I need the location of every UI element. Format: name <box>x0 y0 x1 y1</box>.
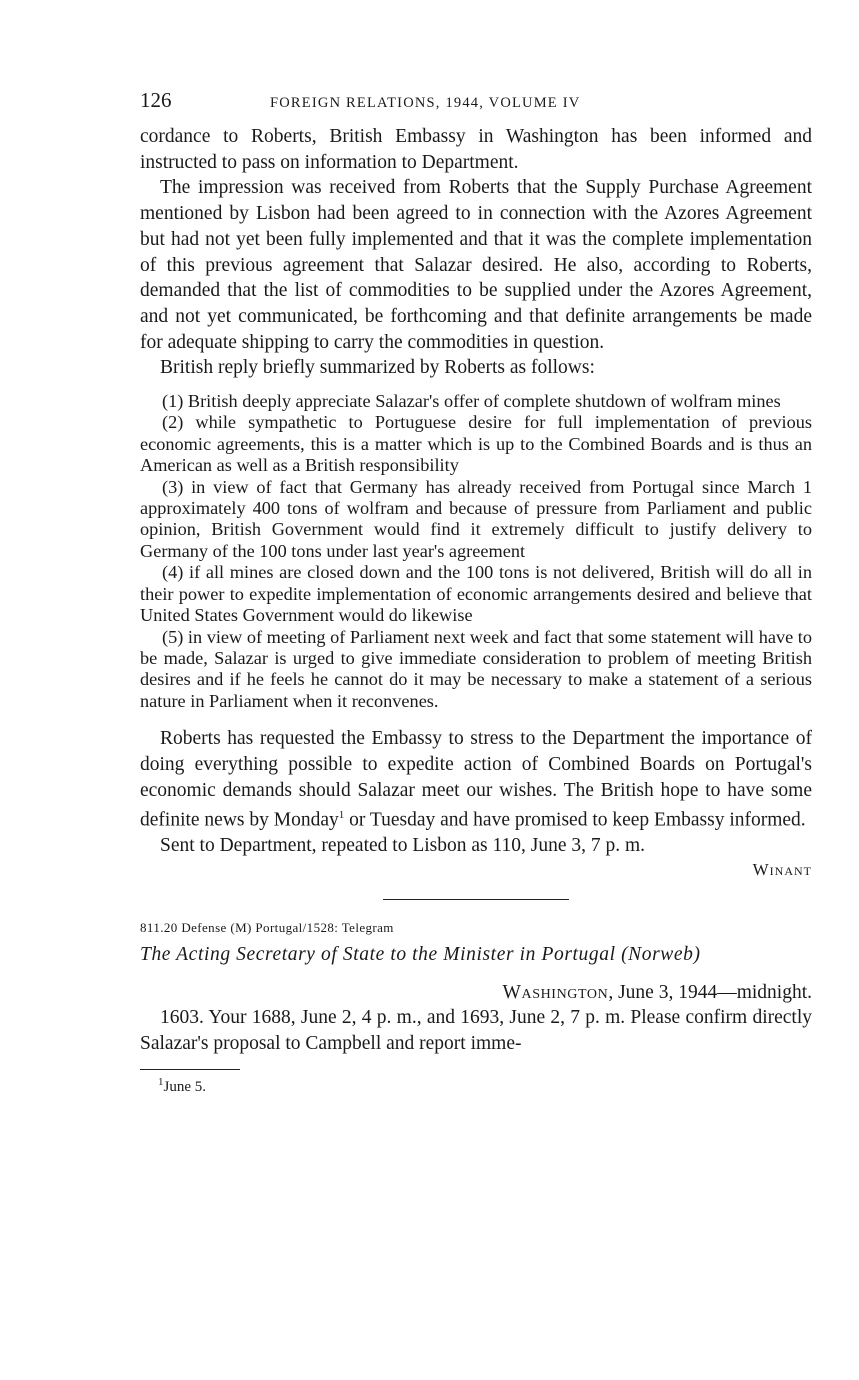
file-number: 811.20 Defense (M) Portugal/1528: Telegram <box>140 920 394 936</box>
document-page <box>140 88 812 1096</box>
document-title: The Acting Secretary of State to the Minister in Portugal (Norweb) <box>140 944 701 966</box>
footnote-mark: 1 <box>158 1075 164 1088</box>
list-item: (1) British deeply appreciate Salazar's offer of complete shutdown of wolfram mines <box>162 391 781 412</box>
paragraph-sent: Sent to Department, repeated to Lisbon as 110, June 3, 7 p. m. <box>160 835 646 857</box>
footnote-divider <box>140 1069 240 1070</box>
signature: Winant <box>752 860 812 880</box>
paragraph-request <box>140 726 812 833</box>
page-number: 126 <box>140 88 172 112</box>
footnote-reference: 1 <box>338 809 345 822</box>
running-head: FOREIGN RELATIONS, 1944, VOLUME IV <box>270 95 581 111</box>
dateline <box>140 980 812 1005</box>
paragraph-impression: The impression was received from Roberts that the Supply Purchase Agreement mentioned by Lisbon had been agreed to in connection with the Azores Agreement but had not yet been fully implemented and that it was the complete implementation of this previous agreement that Salazar desired. He also, according to Roberts, demanded that the list of commodities to be supplied under the Azores Agreement, and not yet communicated, be forthcoming and that definite arrangements be made for adequate shipping to carry the commodities in question. <box>140 177 812 353</box>
request-text: Roberts has requested the Embassy to stress to the Department the importance of doing everything possible to expedite action of Combined Boards on Portugal's economic demands should Salazar meet our wishes. The British hope to have some definite news by Monday <box>140 728 812 831</box>
list-item: (3) in view of fact that Germany has already received from Portugal since March 1 approximately 400 tons of wolfram and because of pressure from Parliament and public opinion, British Government would find it extremely difficult to justify delivery to Germany of the 100 tons under last year's agreement <box>140 476 812 561</box>
dateline-date: , June 3, 1944—midnight. <box>608 982 812 1004</box>
request-text-end: or Tuesday and have promised to keep Embassy informed. <box>344 809 806 831</box>
paragraph-telegram: 1603. Your 1688, June 2, 4 p. m., and 1693, June 2, 7 p. m. Please confirm directly Salazar's proposal to Campbell and report imme- <box>140 1007 812 1054</box>
dateline-place: Washington <box>502 982 609 1004</box>
list-item: (4) if all mines are closed down and the 100 tons is not delivered, British will do all in their power to expedite implementation of economic arrangements desired and believe that United States Government would do likewise <box>140 562 812 626</box>
paragraph-continuation: cordance to Roberts, British Embassy in Washington has been informed and instructed to pass on information to Department. <box>140 126 812 173</box>
paragraph-british-reply: British reply briefly summarized by Roberts as follows: <box>160 357 595 379</box>
list-item: (5) in view of meeting of Parliament next week and fact that some statement will have to be made, Salazar is urged to give immediate consideration to problem of meeting British desires and if he feels he cannot do it may be necessary to make a statement of a serious nature in Parliament when it reconvenes. <box>140 626 812 711</box>
section-divider <box>383 899 569 900</box>
list-item: (2) while sympathetic to Portuguese desire for full implementation of previous economic agreements, this is a matter which is up to the Combined Boards and is thus an American as well as a British responsibility <box>140 412 812 476</box>
footnote-text: June 5. <box>163 1078 206 1095</box>
footnote <box>140 1076 812 1096</box>
summary-list <box>140 391 812 712</box>
page-header <box>140 88 812 118</box>
